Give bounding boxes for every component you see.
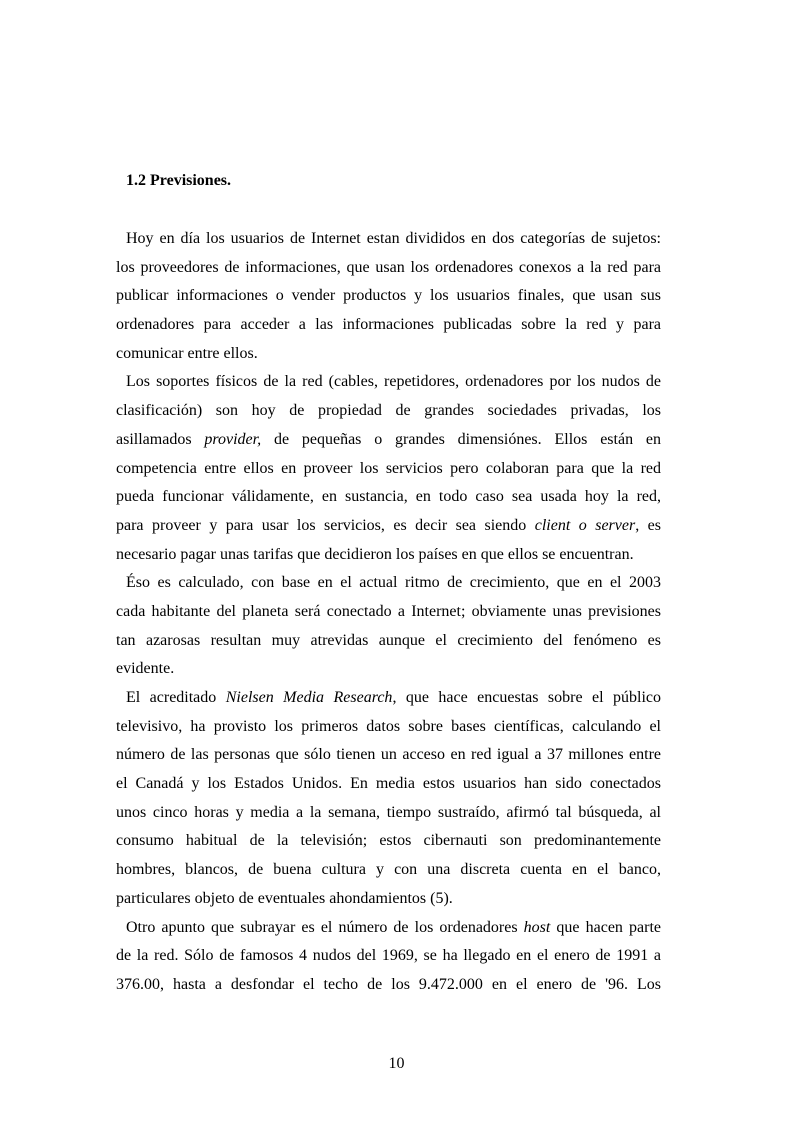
- text-line: para proveer y para usar los servicios, es decir sea siendo client o server, es: [116, 516, 661, 534]
- text-line: tan azarosas resultan muy atrevidas aunque el crecimiento del fenómeno es: [116, 631, 661, 649]
- text-line: los proveedores de informaciones, que usan los ordenadores conexos a la red para: [116, 258, 661, 276]
- text-line: Hoy en día los usuarios de Internet estan divididos en dos categorías de sujetos:: [126, 230, 661, 247]
- text-line: el Canadá y los Estados Unidos. En media estos usuarios han sido conectados: [116, 775, 661, 793]
- text-line: asillamados provider, de pequeñas o grandes dimensiónes. Ellos están en: [116, 430, 661, 448]
- text-line: de la red. Sólo de famosos 4 nudos del 1969, se ha llegado en el enero de 1991 a: [116, 947, 661, 965]
- italic-term: client o server: [534, 516, 636, 534]
- text-line: Éso es calculado, con base en el actual ritmo de crecimiento, que en el 2003: [126, 574, 661, 592]
- text-line: particulares objeto de eventuales ahondamientos (5).: [116, 889, 453, 907]
- text-line: televisivo, ha provisto los primeros datos sobre bases científicas, calculando el: [116, 717, 661, 735]
- text-line: competencia entre ellos en proveer los servicios pero colaboran para que la red: [116, 459, 661, 477]
- italic-term: provider,: [204, 430, 262, 448]
- text-line: consumo habitual de la televisión; estos cibernauti son predominantemente: [116, 832, 661, 850]
- text-line: publicar informaciones o vender productos y los usuarios finales, que usan sus: [116, 287, 661, 305]
- text-line: El acreditado Nielsen Media Research, que hace encuestas sobre el público: [126, 689, 662, 706]
- text-line: número de las personas que sólo tienen un acceso en red igual a 37 millones entre: [116, 746, 661, 764]
- text-line: comunicar entre ellos.: [116, 344, 258, 362]
- text-line: hombres, blancos, de buena cultura y con una discreta cuenta en el banco,: [116, 861, 661, 879]
- text-line: Los soportes físicos de la red (cables, repetidores, ordenadores por los nudos de: [126, 373, 661, 391]
- page-number: 10: [388, 1055, 405, 1072]
- text-line: 376.00, hasta a desfondar el techo de los 9.472.000 en el enero de '96. Los: [116, 975, 661, 993]
- text-line: cada habitante del planeta será conectado a Internet; obviamente unas previsiones: [116, 602, 661, 620]
- text-line: ordenadores para acceder a las informaciones publicadas sobre la red y para: [116, 316, 661, 334]
- text-line: Otro apunto que subrayar es el número de los ordenadores host que hacen parte: [126, 918, 661, 936]
- body-text: [116, 225, 661, 1000]
- text-line: unos cinco horas y media a la semana, tiempo sustraído, afirmó tal búsqueda, al: [116, 803, 661, 821]
- text-line: necesario pagar unas tarifas que decidieron los países en que ellos se encuentran.: [116, 545, 634, 563]
- text-line: evidente.: [116, 660, 175, 678]
- section-heading: 1.2 Previsiones.: [126, 172, 232, 189]
- italic-term: Nielsen Media Research: [225, 689, 393, 706]
- text-line: clasificación) son hoy de propiedad de grandes sociedades privadas, los: [116, 402, 661, 420]
- text-line: pueda funcionar válidamente, en sustancia, en todo caso sea usada hoy la red,: [116, 488, 661, 506]
- italic-term: host: [523, 918, 551, 936]
